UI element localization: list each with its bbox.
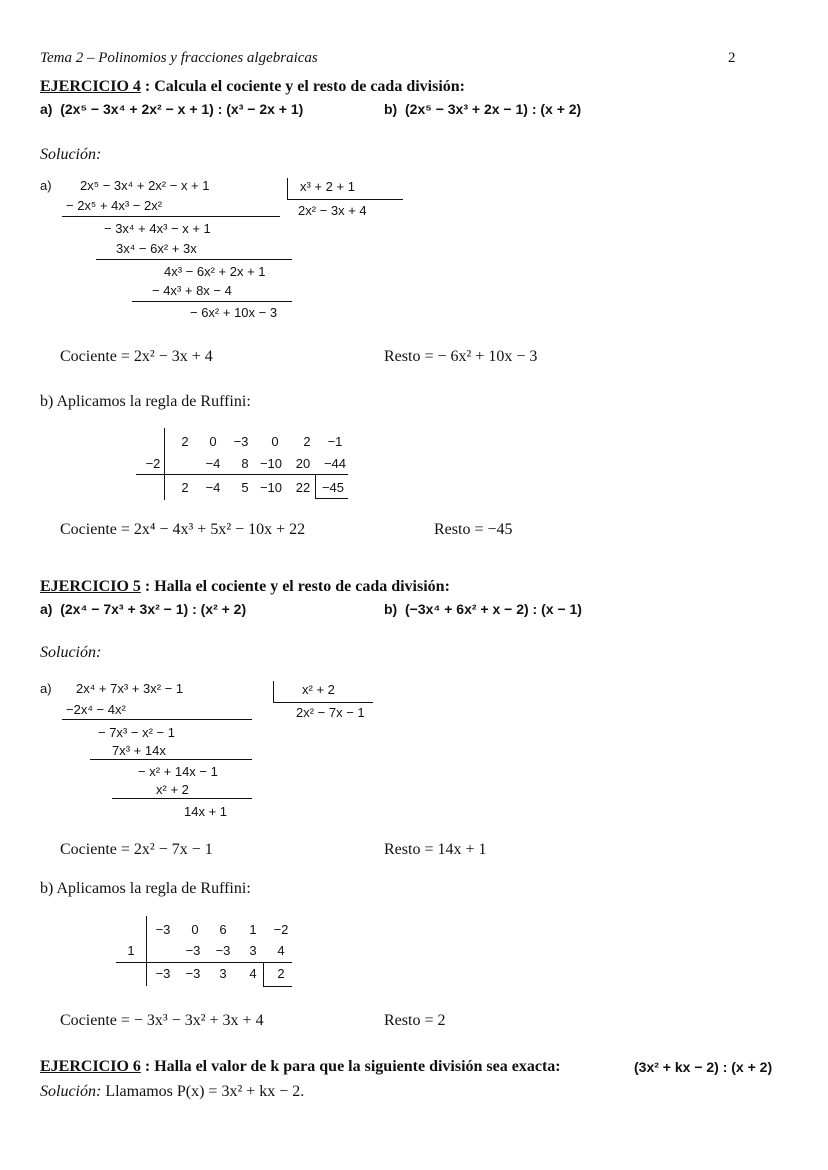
ex5-ruffini-hline — [116, 962, 292, 963]
ex5-dividend: 2x⁴ + 7x³ + 3x² − 1 — [76, 681, 184, 696]
ex5-final-remainder: 14x + 1 — [184, 804, 228, 819]
ex4-b-statement: b) (2x⁵ − 3x³ + 2x − 1) : (x + 2) — [384, 101, 582, 117]
ex5-rule-3 — [112, 798, 252, 799]
ruffini-cell: −2 — [273, 922, 289, 937]
ex4-divisor: x³ + 2 + 1 — [300, 179, 355, 194]
ex6-statement: (3x² + kx − 2) : (x + 2) — [634, 1059, 773, 1075]
ex4-dividend: 2x⁵ − 3x⁴ + 2x² − x + 1 — [80, 178, 210, 193]
ex5-a-statement: a) (2x⁴ − 7x³ + 3x² − 1) : (x² + 2) — [40, 601, 247, 617]
ex4-ruffini-hline — [136, 474, 348, 475]
ex4-ruffini-remainder-rule — [315, 498, 348, 499]
page-header-title: Tema 2 – Polinomios y fracciones algebraicas — [40, 50, 318, 66]
ruffini-remainder: 2 — [277, 966, 285, 981]
ex4-subtrahend-3: − 4x³ + 8x − 4 — [152, 283, 232, 298]
ex4-subtrahend-2: 3x⁴ − 6x² + 3x — [116, 241, 197, 256]
ruffini-cell: −3 — [215, 943, 231, 958]
ex5-divisor: x² + 2 — [302, 682, 335, 697]
exercise-5-heading: EJERCICIO 5 : Halla el cociente y el resto de cada división: — [40, 578, 450, 595]
ruffini-cell: −1 — [327, 434, 343, 449]
ruffini-cell: 4 — [277, 943, 285, 958]
ex5-quotient: 2x² − 7x − 1 — [296, 705, 365, 720]
ex5-solution-label: Solución: — [40, 644, 102, 661]
exercise-4-heading: EJERCICIO 4 : Calcula el cociente y el resto de cada división: — [40, 78, 466, 95]
ruffini-cell: 3 — [219, 966, 227, 981]
ex4-cociente-b: Cociente = 2x⁴ − 4x³ + 5x² − 10x + 22 — [60, 521, 306, 538]
ruffini-cell: 1 — [249, 922, 257, 937]
ruffini-cell: −10 — [259, 456, 283, 471]
ex5-resto-a: Resto = 14x + 1 — [384, 841, 487, 858]
ex5-b-ruffini-text: b) Aplicamos la regla de Ruffini: — [40, 880, 251, 897]
exercise-6-heading: EJERCICIO 6 : Halla el valor de k para que la siguiente división sea exacta: — [40, 1058, 561, 1075]
ex4-subtrahend-1: − 2x⁵ + 4x³ − 2x² — [66, 198, 163, 213]
ex5-b-statement: b) (−3x⁴ + 6x² + x − 2) : (x − 1) — [384, 601, 582, 617]
ruffini-cell: 2 — [181, 480, 189, 495]
ruffini-cell: 8 — [241, 456, 249, 471]
ruffini-cell: 2 — [181, 434, 189, 449]
ex4-divisor-bar — [287, 178, 288, 200]
ruffini-cell: −3 — [233, 434, 249, 449]
ex5-ruffini-remainder-rule — [263, 986, 292, 987]
ruffini-cell: −44 — [323, 456, 347, 471]
ruffini-cell: 0 — [209, 434, 217, 449]
ex4-solution-label: Solución: — [40, 146, 102, 163]
ruffini-cell: 4 — [249, 966, 257, 981]
ruffini-cell: 2 — [303, 434, 311, 449]
ruffini-cell: −10 — [259, 480, 283, 495]
ruffini-cell: 20 — [295, 456, 311, 471]
ex5-subtrahend-1: −2x⁴ − 4x² — [66, 702, 126, 717]
ruffini-cell: −4 — [205, 456, 221, 471]
ex5-division-label: a) — [40, 681, 52, 696]
ex5-remainder-1: − 7x³ − x² − 1 — [98, 725, 175, 740]
ruffini-cell: −3 — [155, 966, 171, 981]
ex4-divisor-rule — [287, 199, 403, 200]
ex5-subtrahend-2: 7x³ + 14x — [112, 743, 166, 758]
page-number: 2 — [728, 50, 736, 66]
ex4-division-label: a) — [40, 178, 52, 193]
ruffini-cell: −3 — [185, 966, 201, 981]
ex5-remainder-2: − x² + 14x − 1 — [138, 764, 218, 779]
ex5-cociente-b: Cociente = − 3x³ − 3x² + 3x + 4 — [60, 1012, 264, 1029]
ex5-divisor-rule — [273, 702, 373, 703]
ex4-remainder-2: 4x³ − 6x² + 2x + 1 — [164, 264, 266, 279]
ruffini-cell: 0 — [191, 922, 199, 937]
ex6-solution-line: Solución: Llamamos P(x) = 3x² + kx − 2. — [40, 1083, 305, 1100]
ruffini-cell: −4 — [205, 480, 221, 495]
ruffini-cell: 5 — [241, 480, 249, 495]
ex4-final-remainder: − 6x² + 10x − 3 — [190, 305, 278, 320]
ex4-cociente-a: Cociente = 2x² − 3x + 4 — [60, 348, 213, 365]
ex5-ruffini-root: 1 — [127, 943, 135, 958]
ex4-resto-b: Resto = −45 — [434, 521, 513, 538]
ruffini-remainder: −45 — [321, 480, 345, 495]
ruffini-cell: 0 — [271, 434, 279, 449]
ex5-resto-b: Resto = 2 — [384, 1012, 446, 1029]
ex4-quotient: 2x² − 3x + 4 — [298, 203, 367, 218]
ruffini-cell: 3 — [249, 943, 257, 958]
ex5-divisor-bar — [273, 681, 274, 703]
ex4-a-statement: a) (2x⁵ − 3x⁴ + 2x² − x + 1) : (x³ − 2x + 1) — [40, 101, 304, 117]
ex4-resto-a: Resto = − 6x² + 10x − 3 — [384, 348, 538, 365]
ruffini-cell: −3 — [185, 943, 201, 958]
ex5-cociente-a: Cociente = 2x² − 7x − 1 — [60, 841, 213, 858]
ex5-rule-2 — [90, 759, 252, 760]
ex4-remainder-1: − 3x⁴ + 4x³ − x + 1 — [104, 221, 211, 236]
ruffini-cell: 22 — [295, 480, 311, 495]
ex4-rule-2 — [96, 259, 292, 260]
ex4-b-ruffini-text: b) Aplicamos la regla de Ruffini: — [40, 393, 251, 410]
ex4-rule-1 — [62, 216, 280, 217]
ex5-ruffini-vline — [146, 916, 147, 986]
ex4-rule-3 — [132, 301, 292, 302]
ex5-rule-1 — [62, 719, 252, 720]
ex5-subtrahend-3: x² + 2 — [156, 782, 189, 797]
ruffini-cell: 6 — [219, 922, 227, 937]
ruffini-cell: −3 — [155, 922, 171, 937]
ex4-ruffini-root: −2 — [145, 456, 161, 471]
